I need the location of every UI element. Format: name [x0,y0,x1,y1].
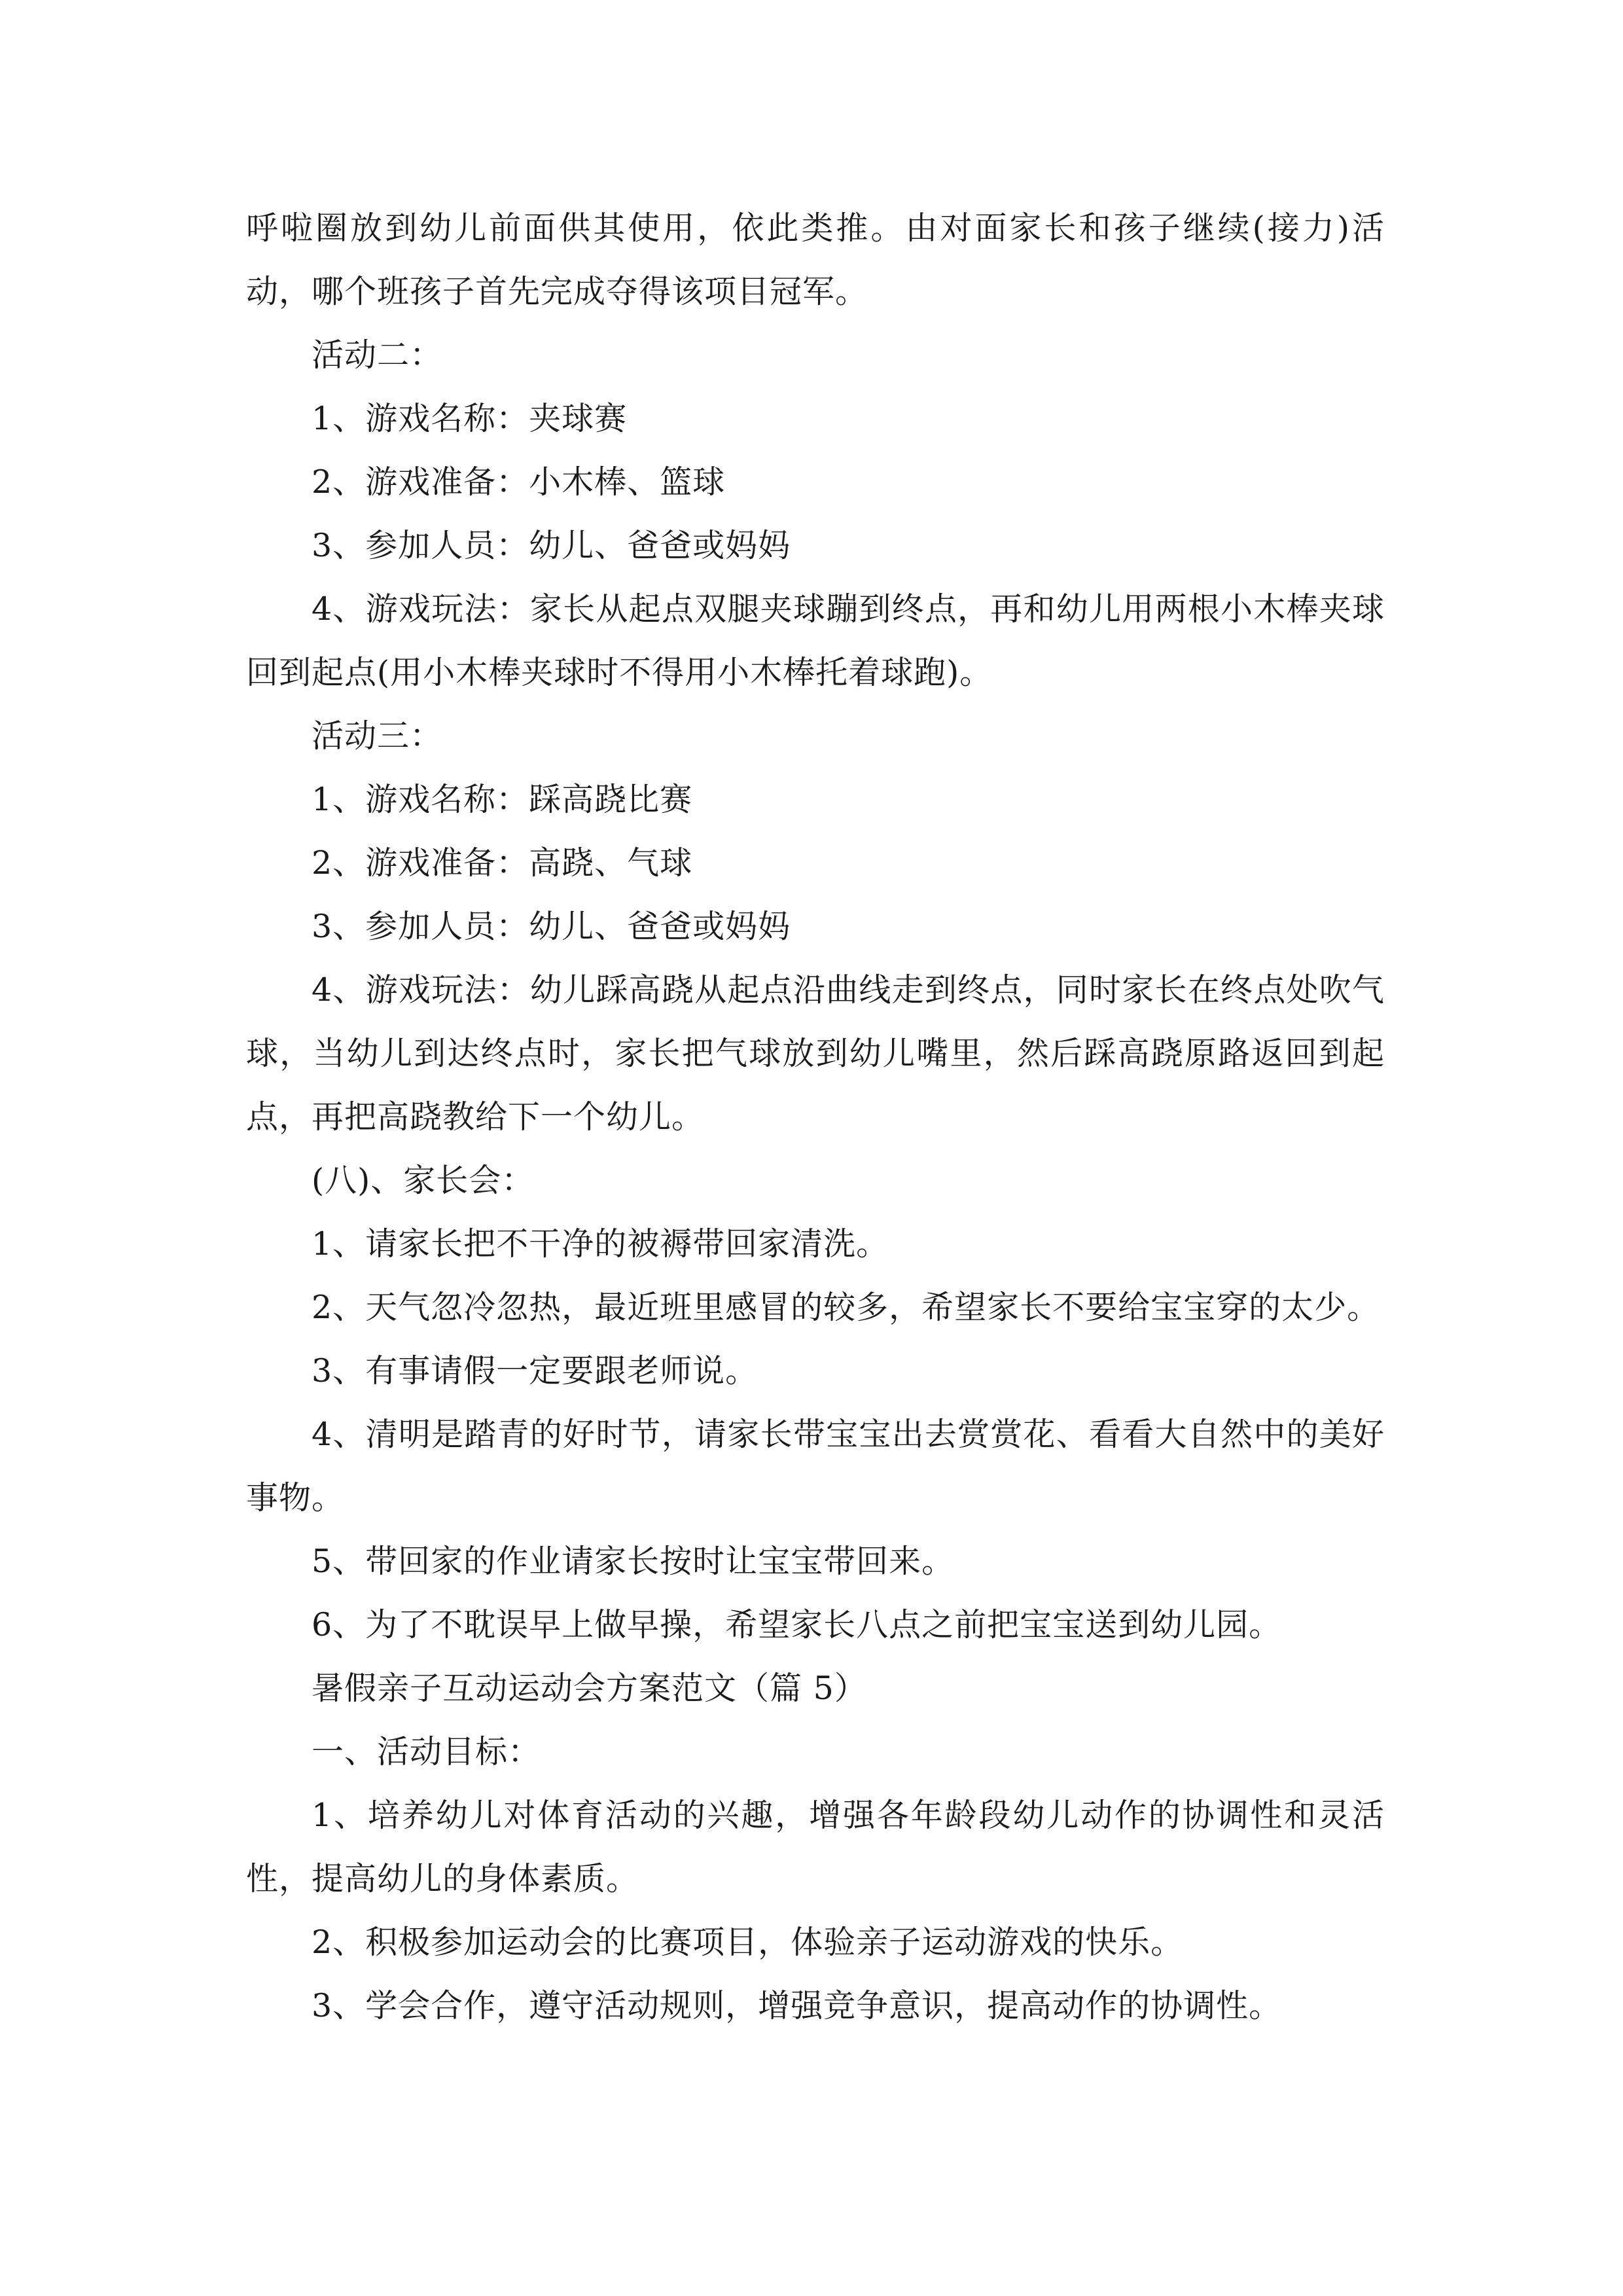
objectives-heading: 一、活动目标： [312,1733,541,1770]
paragraph: 4、清明是踏青的好时节，请家长带宝宝出去赏赏花、看看大自然中的美好事物。 [246,1416,1385,1516]
document-body [246,196,1385,2037]
paragraph: 2、游戏准备：小木棒、篮球 [312,463,726,501]
paragraph: 3、有事请假一定要跟老师说。 [312,1352,758,1390]
section-title: 暑假亲子互动运动会方案范文（篇 5） [312,1670,867,1707]
paragraph: 3、学会合作，遵守活动规则，增强竞争意识，提高动作的协调性。 [312,1987,1282,2024]
paragraph: 4、游戏玩法：幼儿踩高跷从起点沿曲线走到终点，同时家长在终点处吹气球，当幼儿到达终点时，家长把气球放到幼儿嘴里，然后踩高跷原路返回到起点，再把高跷教给下一个幼儿。 [246,971,1385,1136]
activity-two-heading: 活动二： [312,336,443,374]
paragraph: 6、为了不耽误早上做早操，希望家长八点之前把宝宝送到幼儿园。 [312,1606,1282,1643]
paragraph: 1、培养幼儿对体育活动的兴趣，增强各年龄段幼儿动作的协调性和灵活性，提高幼儿的身体素质。 [246,1797,1385,1897]
paragraph: 1、游戏名称：夹球赛 [312,400,628,437]
paragraph: 4、游戏玩法：家长从起点双腿夹球蹦到终点，再和幼儿用两根小木棒夹球回到起点(用小木棒夹球时不得用小木棒托着球跑)。 [246,590,1385,691]
paragraph: 1、游戏名称：踩高跷比赛 [312,781,693,818]
parent-meeting-heading: (八)、家长会： [312,1162,535,1199]
paragraph: 2、天气忽冷忽热，最近班里感冒的较多，希望家长不要给宝宝穿的太少。 [312,1289,1380,1326]
paragraph-continuation: 呼啦圈放到幼儿前面供其使用，依此类推。由对面家长和孩子继续(接力)活动，哪个班孩子首先完成夺得该项目冠军。 [246,209,1385,310]
paragraph: 3、参加人员：幼儿、爸爸或妈妈 [312,908,791,945]
paragraph: 5、带回家的作业请家长按时让宝宝带回来。 [312,1543,955,1580]
paragraph: 2、游戏准备：高跷、气球 [312,844,693,882]
activity-three-heading: 活动三： [312,717,443,755]
paragraph: 3、参加人员：幼儿、爸爸或妈妈 [312,527,791,564]
paragraph: 2、积极参加运动会的比赛项目，体验亲子运动游戏的快乐。 [312,1924,1184,1961]
paragraph: 1、请家长把不干净的被褥带回家清洗。 [312,1225,889,1263]
